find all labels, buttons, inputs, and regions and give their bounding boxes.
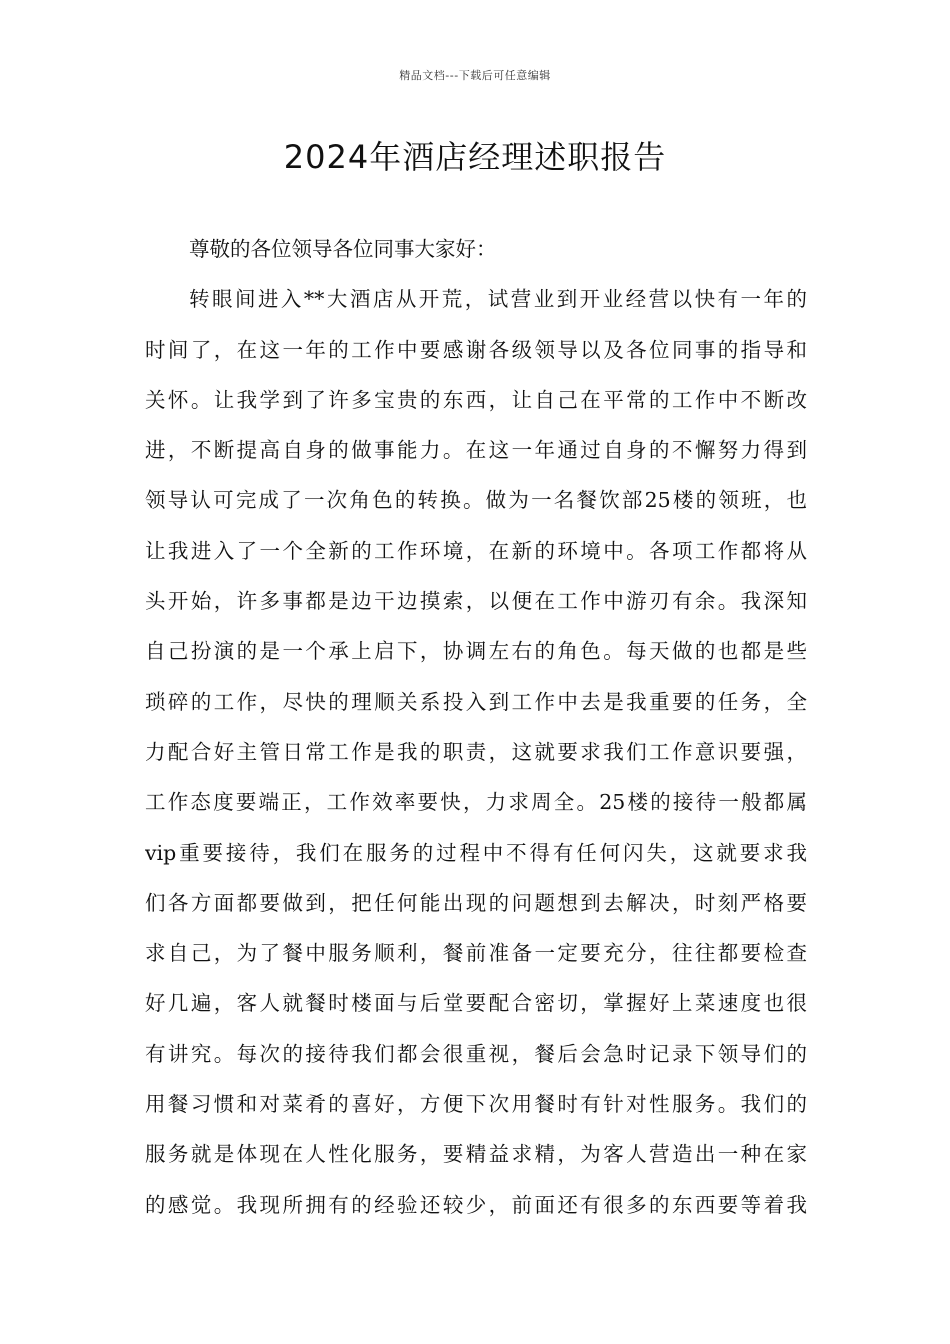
paragraph-line: vip重要接待，我们在服务的过程中不得有任何闪失，这就要求我 — [145, 840, 807, 865]
greeting-line: 尊敬的各位领导各位同事大家好： — [189, 237, 497, 261]
paragraph-line: 领导认可完成了一次角色的转换。做为一名餐饮部25楼的领班，也 — [145, 488, 807, 513]
document-body — [145, 230, 807, 1236]
paragraph-line: 进，不断提高自身的做事能力。在这一年通过自身的不懈努力得到 — [145, 438, 807, 463]
paragraph-line: 琐碎的工作，尽快的理顺关系投入到工作中去是我重要的任务，全 — [145, 689, 807, 714]
paragraph-line: 好几遍，客人就餐时楼面与后堂要配合密切，掌握好上菜速度也很 — [145, 991, 807, 1016]
paragraph-line: 让我进入了一个全新的工作环境，在新的环境中。各项工作都将从 — [145, 538, 807, 563]
paragraph-line: 头开始，许多事都是边干边摸索，以便在工作中游刃有余。我深知 — [145, 589, 807, 614]
paragraph-line: 转眼间进入**大酒店从开荒，试营业到开业经营以快有一年的 — [189, 287, 807, 312]
header-note: 精品文档---下载后可任意编辑 — [399, 69, 551, 82]
document-title: 2024年酒店经理述职报告 — [283, 138, 667, 176]
paragraph-line: 服务就是体现在人性化服务，要精益求精，为客人营造出一种在家 — [145, 1142, 807, 1167]
paragraph-line: 力配合好主管日常工作是我的职责，这就要求我们工作意识要强， — [145, 739, 807, 764]
paragraph-line: 关怀。让我学到了许多宝贵的东西，让自己在平常的工作中不断改 — [145, 387, 807, 412]
paragraph-line: 工作态度要端正，工作效率要快，力求周全。25楼的接待一般都属 — [145, 790, 807, 815]
paragraph-line: 求自己，为了餐中服务顺利，餐前准备一定要充分，往往都要检查 — [145, 941, 807, 966]
paragraph-line: 自己扮演的是一个承上启下，协调左右的角色。每天做的也都是些 — [145, 639, 807, 664]
paragraph-line: 有讲究。每次的接待我们都会很重视，餐后会急时记录下领导们的 — [145, 1041, 807, 1066]
paragraph-line: 时间了，在这一年的工作中要感谢各级领导以及各位同事的指导和 — [145, 337, 807, 362]
paragraph-line: 的感觉。我现所拥有的经验还较少，前面还有很多的东西要等着我 — [145, 1192, 807, 1217]
paragraph-line: 们各方面都要做到，把任何能出现的问题想到去解决，时刻严格要 — [145, 890, 807, 915]
paragraph-line: 用餐习惯和对菜肴的喜好，方便下次用餐时有针对性服务。我们的 — [145, 1092, 807, 1117]
